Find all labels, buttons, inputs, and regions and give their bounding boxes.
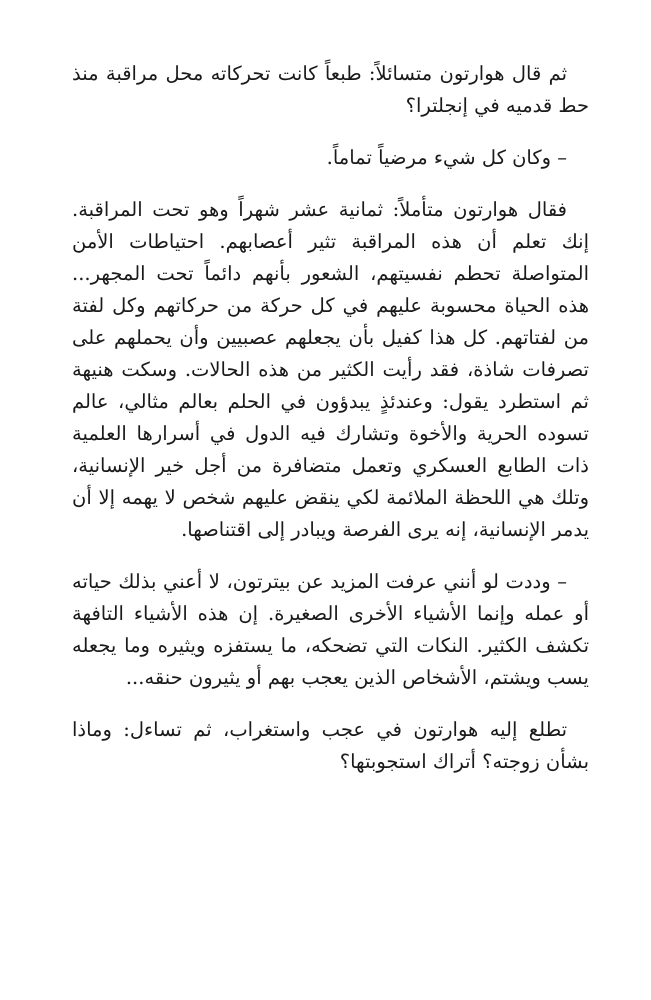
paragraph-5: تطلع إليه هوارتون في عجب واستغراب، ثم تساءل: وماذا بشأن زوجته؟ أتراك استجوبتها؟ [72, 718, 589, 773]
paragraph-4: – وددت لو أنني عرفت المزيد عن بيترتون، لا أعني بذلك حياته أو عمله وإنما الأشياء الأخرى الصغيرة. إن هذه الأشياء التافهة تكشف الكثير. النكات التي تضحكه، ما يستفزه ويثيره وما يجعله يسب ويشتم، الأشخاص الذين يعجب بهم أو يثيرون حنقه... [72, 570, 589, 689]
paragraph-3: فقال هوارتون متأملاً: ثمانية عشر شهراً وهو تحت المراقبة. إنك تعلم أن هذه المراقبة تثير أعصابهم. احتياطات الأمن المتواصلة تحطم نفسيتهم، الشعور بأنهم دائماً تحت المجهر... هذه الحياة محسوبة عليهم في كل حركة من حركاتهم وكل لفتة من لفتاتهم. كل هذا كفيل بأن يجعلهم عصبيين وأن يحملهم على تصرفات شاذة، فقد رأيت الكثير من هذه الحالات. وسكت هنيهة ثم استطرد يقول: وعندئذٍ يبدؤون في الحلم بعالم مثالي، عالم تسوده الحرية والأخوة وتشارك فيه الدول في أسرارها العلمية ذات الطابع العسكري وتعمل متضافرة من أجل خير الإنسانية، وتلك هي اللحظة الملائمة لكي ينقض عليهم شخص لا يهمه إلا أن يدمر الإنسانية، إنه يرى الفرصة ويبادر إلى اقتناصها. [72, 198, 589, 541]
paragraph-2: – وكان كل شيء مرضياً تماماً. [326, 146, 567, 169]
paragraph-1: ثم قال هوارتون متسائلاً: طبعاً كانت تحركاته محل مراقبة منذ حط قدميه في إنجلترا؟ [72, 62, 589, 117]
